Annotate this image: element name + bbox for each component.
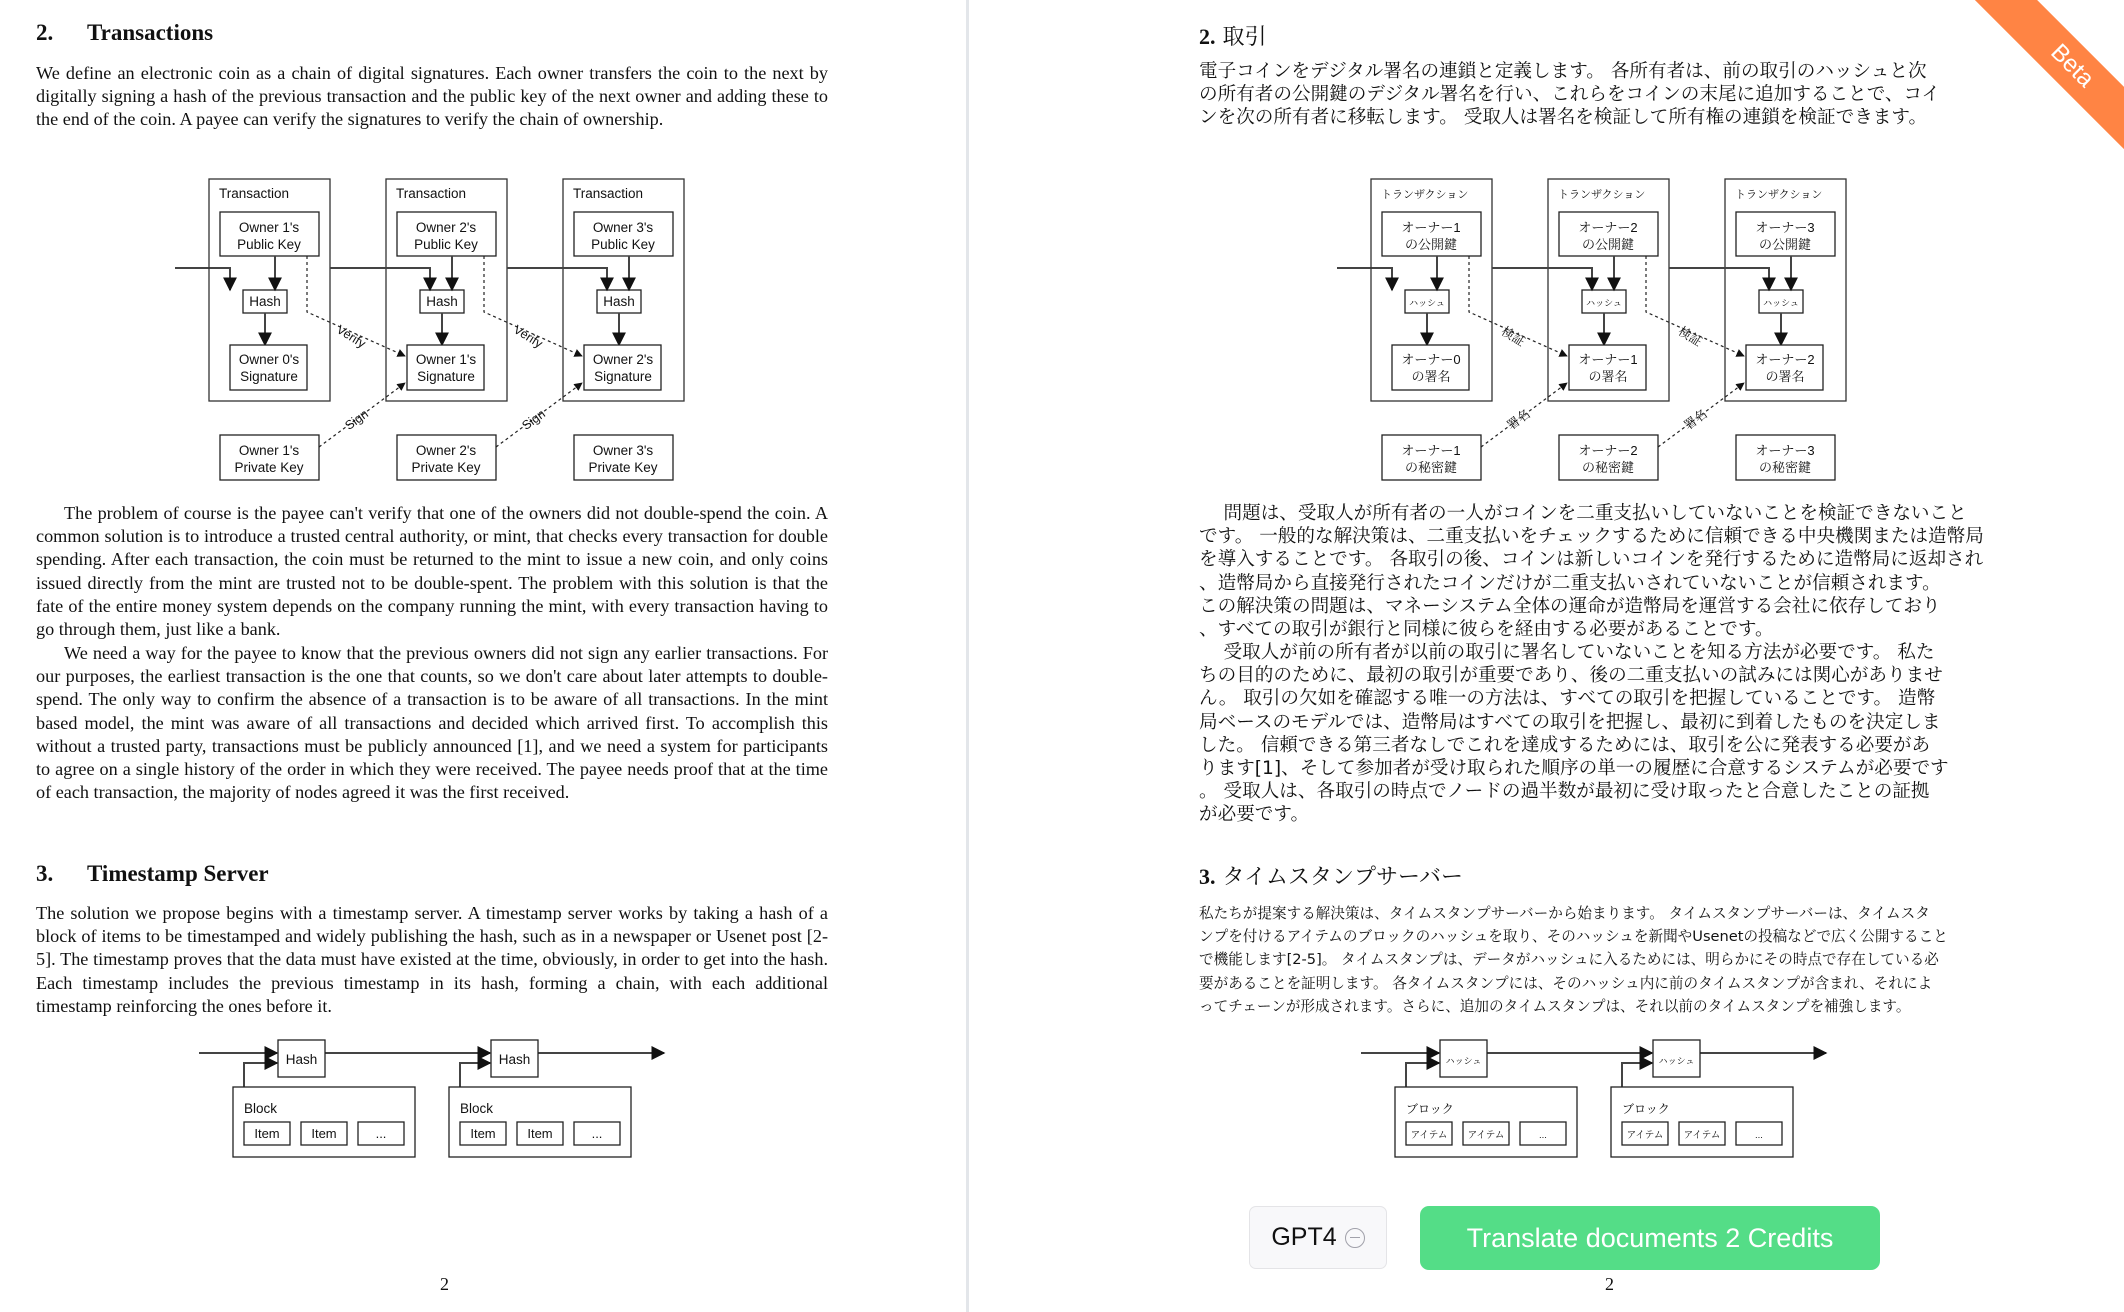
public-key-label: の公開鍵 (1758, 237, 1812, 252)
text-line: 電子コインをデジタル署名の連鎖と定義します。 各所有者は、前の取引のハッシュと次 (1199, 61, 1927, 82)
model-selector-button[interactable] (1249, 1206, 1387, 1269)
verify-label: 検証 (1675, 324, 1705, 350)
item-label: アイテム (1683, 1130, 1721, 1141)
block-label: ブロック (1622, 1102, 1670, 1116)
item-label: ... (1755, 1130, 1763, 1141)
public-key-label: Owner 3's (592, 220, 654, 235)
text-line: で機能します[2-5]。 タイムスタンプは、データがハッシュに入るためには、明らかにその時点で存在している必 (1199, 951, 1939, 969)
verify-label: 検証 (1498, 324, 1528, 350)
signature-label: Owner 2's (592, 352, 654, 367)
text-line: 、造幣局から直接発行されたコインだけが二重支払いされていないことが信頼されます。 (1199, 572, 1941, 594)
paragraph: The problem of course is the payee can't verify that one of the owners did not double-spend the coin. A common solution is to introduce a trusted central authority, or mint, that checks every transaction for double spending. After each transaction, the coin must be returned to the mint to issue a new coin, and only coins issued directly from the mint are trusted not to be double-spent. The problem with this solution is that the fate of the entire money system depends on the company running the mint, with every transaction having to go through them, just like a bank. (36, 503, 828, 640)
block-label: Block (460, 1101, 494, 1116)
section-title: Transactions (87, 20, 214, 45)
text-line: ちの目的のために、最初の取引が重要であり、後の二重支払いの試みには関心がありませ (1199, 665, 1943, 687)
text-line: が必要です。 (1199, 804, 1310, 826)
hash-label: ハッシュ (1409, 298, 1445, 308)
private-key-label: の秘密鍵 (1758, 460, 1812, 475)
transaction-title: Transaction (573, 186, 644, 201)
translated-page (969, 0, 2124, 1312)
section-title: 取引 (1222, 25, 1267, 50)
hash-label: ハッシュ (1763, 298, 1799, 308)
block-to-hash-arrow (1622, 1063, 1652, 1087)
text-line: した。 信頼できる第三者なしでこれを達成するためには、取引を公に発表する必要があ (1199, 734, 1931, 756)
private-key-label: オーナー1 (1401, 443, 1461, 458)
transaction-title: トランザクション (1558, 189, 1646, 201)
translate-documents-button[interactable]: Translate documents 2 Credits (1420, 1206, 1880, 1270)
public-key-label: オーナー2 (1578, 220, 1638, 235)
signature-label: の署名 (1588, 369, 1628, 384)
public-key-label: Public Key (414, 237, 478, 252)
section-number: 2. (1199, 24, 1216, 49)
item-label: ... (375, 1126, 387, 1141)
text-line: 要があることを証明します。 各タイムスタンプには、そのハッシュ内に前のタイムスタンプが含まれ、それによ (1199, 974, 1933, 992)
public-key-label: Owner 1's (238, 220, 300, 235)
section-title: タイムスタンプサーバー (1222, 865, 1463, 890)
transaction-title: トランザクション (1735, 189, 1823, 201)
block-to-hash-arrow (1406, 1063, 1439, 1087)
text-line: を導入することです。 各取引の後、コインは新しいコインを発行するために造幣局に返却され (1199, 549, 1984, 571)
chain-arrow (1337, 268, 1392, 290)
signature-label: Owner 0's (238, 352, 300, 367)
text-line: です。 一般的な解決策は、二重支払いをチェックするために信頼できる中央機関または造幣局 (1199, 526, 1984, 548)
timestamp-diagram (0, 1020, 2124, 1180)
text-line: ンプを付けるアイテムのブロックのハッシュを取り、そのハッシュを新聞やUsenetの投稿などで広く公開すること (1199, 928, 1948, 946)
signature-label: の署名 (1765, 369, 1805, 384)
hash-label: Hash (285, 1052, 318, 1067)
chain-line (1492, 268, 1592, 290)
item-label: アイテム (1410, 1130, 1448, 1141)
hash-label: Hash (426, 294, 458, 309)
beta-badge: Beta (1972, 0, 2124, 166)
signature-label: オーナー2 (1755, 352, 1815, 367)
signature-label: Owner 1's (415, 352, 477, 367)
private-key-label: Owner 3's (592, 443, 654, 458)
private-key-label: オーナー2 (1578, 443, 1638, 458)
transaction-diagram (0, 0, 2124, 500)
page-number: 2 (1605, 1274, 1614, 1294)
item-label: Item (527, 1126, 553, 1141)
paragraph: We need a way for the payee to know that the previous owners did not sign any earlier transactions. For our purposes, the earliest transaction is the one that counts, so we don't care about later attempts to double-spend. The only way to confirm the absence of a transaction is to be aware of all transactions. In the mint based model, the mint was aware of all transactions and decided which arrived first. To accomplish this without a trusted party, transactions must be publicly announced [1], and we need a system for participants to agree on a single history of the order in which they were received. The payee needs proof that at the time of each transaction, the majority of nodes agreed it was the first received. (36, 643, 828, 803)
paragraph (1199, 641, 1949, 827)
hash-label: Hash (249, 294, 281, 309)
hash-label: ハッシュ (1445, 1056, 1482, 1066)
section-heading-timestamp-server (36, 861, 269, 887)
section-number: 3. (1199, 864, 1216, 889)
private-key-label: の秘密鍵 (1404, 460, 1458, 475)
section-number: 2. (36, 20, 54, 45)
transaction-title: トランザクション (1381, 189, 1469, 201)
transaction-title: Transaction (396, 186, 467, 201)
text-line: この解決策の問題は、マネーシステム全体の運命が造幣局を運営する会社に依存しており (1199, 595, 1941, 617)
item-label: ... (1539, 1130, 1547, 1141)
private-key-label: オーナー3 (1755, 443, 1815, 458)
text-line: ってチェーンが形成されます。さらに、追加のタイムスタンプは、それ以前のタイムスタンプを補強します。 (1199, 997, 1911, 1015)
transaction-title: Transaction (219, 186, 290, 201)
signature-label: Signature (240, 369, 298, 384)
signature-label: の署名 (1411, 369, 1451, 384)
verify-label: Verify (511, 322, 546, 351)
signature-label: オーナー1 (1578, 352, 1638, 367)
public-key-label: の公開鍵 (1581, 237, 1635, 252)
signature-label: Signature (594, 369, 652, 384)
hash-label: ハッシュ (1658, 1056, 1695, 1066)
hash-label: ハッシュ (1586, 298, 1622, 308)
private-key-label: Private Key (234, 460, 304, 475)
sign-label: Sign (519, 406, 548, 433)
section-heading-timestamp-server-jp (1199, 860, 1463, 891)
paragraph (1199, 902, 1948, 1018)
text-line: ん。 取引の欠如を確認する唯一の方法は、すべての取引を把握していることです。 造幣 (1199, 688, 1936, 710)
model-label: GPT4 (1271, 1223, 1337, 1251)
item-label: Item (470, 1126, 496, 1141)
paragraph: The solution we propose begins with a timestamp server. A timestamp server works by taking a hash of a block of items to be timestamped and widely publishing the hash, such as in a newspaper or Usenet post [2-5]. The timestamp proves that the data must have existed at the time, obviously, in order to get into the hash. Each timestamp includes the previous timestamp in its hash, forming a chain, with each additional timestamp reinforcing the ones before it. (36, 903, 828, 1016)
sign-label: 署名 (1681, 406, 1710, 433)
block-label: ブロック (1406, 1102, 1454, 1116)
text-line: 受取人が前の所有者が以前の取引に署名していないことを知る方法が必要です。 私た (1199, 642, 1935, 663)
text-line: 局ベースのモデルでは、造幣局はすべての取引を把握し、最初に到着したものを決定しま (1199, 711, 1941, 733)
item-label: ... (591, 1126, 603, 1141)
section-number: 3. (36, 861, 54, 886)
text-line: 問題は、受取人が所有者の一人がコインを二重支払いしていないことを検証できないこと (1199, 503, 1967, 524)
public-key-label: オーナー1 (1401, 220, 1461, 235)
verify-label: Verify (334, 322, 369, 351)
text-line: 私たちが提案する解決策は、タイムスタンプサーバーから始まります。 タイムスタンプサーバーは、タイムスタ (1199, 905, 1930, 922)
hash-label: Hash (498, 1052, 531, 1067)
hash-label: Hash (603, 294, 635, 309)
private-key-label: Owner 1's (238, 443, 300, 458)
item-label: アイテム (1467, 1130, 1505, 1141)
paragraph (1199, 502, 1984, 641)
public-key-label: の公開鍵 (1404, 237, 1458, 252)
text-line: 。 受取人は、各取引の時点でノードの過半数が最初に受け取ったと合意したことの証拠 (1199, 781, 1930, 803)
sign-label: Sign (342, 406, 371, 433)
text-line: 、すべての取引が銀行と同様に彼らを経由する必要があることです。 (1199, 619, 1774, 641)
item-label: アイテム (1626, 1130, 1664, 1141)
private-key-label: Owner 2's (415, 443, 477, 458)
signature-label: オーナー0 (1401, 352, 1461, 367)
item-label: Item (254, 1126, 280, 1141)
private-key-label: の秘密鍵 (1581, 460, 1635, 475)
public-key-label: Public Key (591, 237, 655, 252)
public-key-label: Public Key (237, 237, 301, 252)
text-line: の所有者の公開鍵のデジタル署名を行い、これらをコインの末尾に追加することで、コイ (1199, 84, 1941, 106)
page-number: 2 (440, 1274, 449, 1294)
private-key-label: Private Key (588, 460, 658, 475)
paragraph: We define an electronic coin as a chain of digital signatures. Each owner transfers the coin to the next by digitally signing a hash of the previous transaction and the public key of the next owner and adding these to the end of the coin. A payee can verify the signatures to verify the chain of ownership. (36, 63, 828, 130)
block-label: Block (244, 1101, 278, 1116)
beta-ribbon (1954, 0, 2124, 170)
minus-circle-icon[interactable] (1345, 1228, 1365, 1248)
public-key-label: オーナー3 (1755, 220, 1815, 235)
text-line: ンを次の所有者に移転します。 受取人は署名を検証して所有権の連鎖を検証できます。 (1199, 107, 1928, 129)
item-label: Item (311, 1126, 337, 1141)
signature-label: Signature (417, 369, 475, 384)
private-key-label: Private Key (411, 460, 481, 475)
public-key-label: Owner 2's (415, 220, 477, 235)
section-title: Timestamp Server (87, 861, 269, 886)
chain-line (1669, 268, 1769, 290)
text-line: ります[1]、そして参加者が受け取られた順序の単一の履歴に合意するシステムが必要です (1199, 758, 1949, 780)
sign-label: 署名 (1504, 406, 1533, 433)
